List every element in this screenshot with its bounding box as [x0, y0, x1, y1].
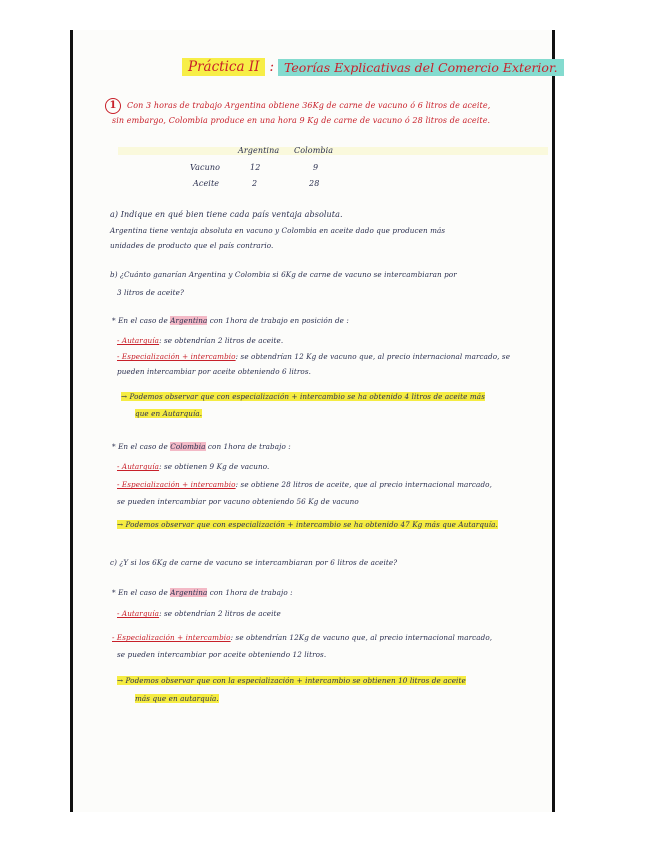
- part-c-argentina-autarquia: - Autarquía: se obtendrían 2 litros de aceite: [117, 609, 281, 618]
- table-cell: 2: [252, 179, 258, 188]
- part-b-colombia-conclusion: → Podemos observar que con especialización + intercambio se ha obtenido 47 Kg más que Autarquía.: [117, 520, 498, 529]
- country-tag-colombia: Colombia: [170, 442, 206, 451]
- part-b-question-line-2: 3 litros de aceite?: [117, 288, 184, 297]
- part-b-question-line-1: b) ¿Cuánto ganarían Argentina y Colombia si 6Kg de carne de vacuno se intercambiaran por: [110, 270, 457, 279]
- page-title: [182, 55, 564, 79]
- part-b-colombia-especializacion: - Especialización + intercambio: se obtiene 28 litros de aceite, que al precio internacional marcado,: [117, 480, 492, 489]
- part-b-argentina-especializacion: - Especialización + intercambio: se obtendrían 12 Kg de vacuno que, al precio internacional marcado, se: [117, 352, 511, 361]
- part-a-answer-line-1: Argentina tiene ventaja absoluta en vacuno y Colombia en aceite dado que producen más: [110, 226, 446, 235]
- title-colon: :: [269, 59, 275, 75]
- part-b-argentina-autarquia: - Autarquía: se obtendrían 2 litros de aceite.: [117, 336, 284, 345]
- problem-line-2: sin embargo, Colombia produce en una hora 9 Kg de carne de vacuno ó 28 litros de aceite.: [112, 116, 491, 125]
- country-tag-argentina: Argentina: [170, 588, 208, 597]
- title-main: Práctica II: [182, 58, 265, 76]
- problem-number: 1: [105, 98, 121, 114]
- part-b-argentina-conclusion-2: que en Autarquía.: [135, 409, 203, 418]
- part-b-argentina-especializacion-2: pueden intercambiar por aceite obteniendo 6 litros.: [117, 367, 311, 376]
- title-subtitle: Teorías Explicativas del Comercio Exterior.: [278, 59, 564, 76]
- part-c-argentina-conclusion-2: más que en autarquía.: [135, 694, 219, 703]
- table-header-colombia: Colombia: [294, 146, 334, 155]
- part-c-argentina-especializacion: - Especialización + intercambio: se obtendrían 12Kg de vacuno que, al precio internacional marcado,: [112, 633, 493, 642]
- table-cell: 28: [309, 179, 320, 188]
- problem-line-1: 1 Con 3 horas de trabajo Argentina obtiene 36Kg de carne de vacuno ó 6 litros de aceite,: [105, 98, 490, 114]
- part-b-colombia-especializacion-2: se pueden intercambiar por vacuno obteniendo 56 Kg de vacuno: [117, 497, 359, 506]
- part-b-argentina-intro: * En el caso de Argentina con 1hora de trabajo en posición de :: [112, 316, 349, 325]
- part-b-argentina-conclusion-1: → Podemos observar que con especialización + intercambio se ha obtenido 4 litros de aceite más: [121, 392, 485, 401]
- part-b-colombia-autarquia: - Autarquía: se obtienen 9 Kg de vacuno.: [117, 462, 270, 471]
- country-tag-argentina: Argentina: [170, 316, 208, 325]
- part-c-question: c) ¿Y si los 6Kg de carne de vacuno se intercambiaran por 6 litros de aceite?: [110, 558, 398, 567]
- table-cell: 12: [250, 163, 261, 172]
- part-c-argentina-especializacion-2: se pueden intercambiar por aceite obteniendo 12 litros.: [117, 650, 327, 659]
- part-a-question: a) Indique en qué bien tiene cada país ventaja absoluta.: [110, 210, 343, 219]
- part-b-colombia-intro: * En el caso de Colombia con 1hora de trabajo :: [112, 442, 291, 451]
- table-cell: 9: [313, 163, 319, 172]
- table-header-argentina: Argentina: [238, 146, 280, 155]
- table-row-label: Vacuno: [190, 163, 221, 172]
- table-row-label: Aceite: [193, 179, 220, 188]
- part-a-answer-line-2: unidades de producto que el país contrario.: [110, 241, 274, 250]
- part-c-argentina-conclusion-1: → Podemos observar que con la especialización + intercambio se obtienen 10 litros de aceite: [117, 676, 466, 685]
- part-c-argentina-intro: * En el caso de Argentina con 1hora de trabajo :: [112, 588, 293, 597]
